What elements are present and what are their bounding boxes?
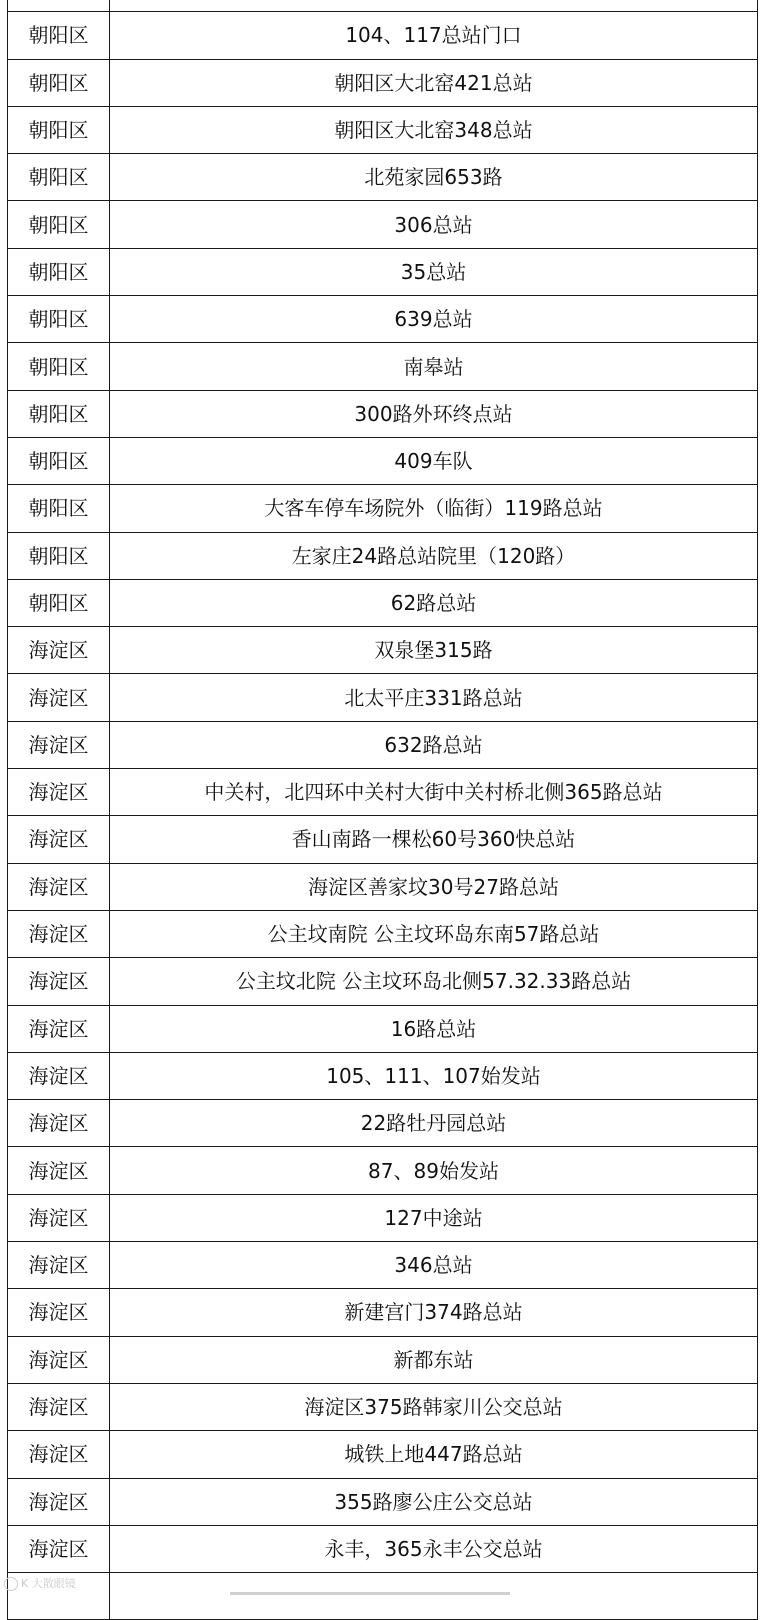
station-cell: 新都东站 — [110, 1336, 758, 1383]
station-cell: 306总站 — [110, 201, 758, 248]
watermark-logo-icon — [4, 1577, 18, 1591]
station-cell: 22路牡丹园总站 — [110, 1100, 758, 1147]
district-cell: 海淀区 — [8, 1383, 110, 1430]
station-cell: 127中途站 — [110, 1194, 758, 1241]
district-cell: 海淀区 — [8, 1147, 110, 1194]
district-cell: 海淀区 — [8, 958, 110, 1005]
table-row — [8, 1383, 758, 1430]
table-row — [8, 674, 758, 721]
district-cell: 海淀区 — [8, 863, 110, 910]
station-cell: 公主坟北院 公主坟环岛北侧57.32.33路总站 — [110, 958, 758, 1005]
district-cell: 海淀区 — [8, 1005, 110, 1052]
station-cell: 左家庄24路总站院里（120路） — [110, 532, 758, 579]
district-cell: 朝阳区 — [8, 485, 110, 532]
district-cell: 朝阳区 — [8, 343, 110, 390]
watermark — [4, 1575, 76, 1591]
table-row — [8, 1242, 758, 1289]
station-cell: 海淀区375路韩家川公交总站 — [110, 1383, 758, 1430]
district-cell: 朝阳区 — [8, 201, 110, 248]
table-row — [8, 579, 758, 626]
district-cell: 海淀区 — [8, 627, 110, 674]
district-cell: 海淀区 — [8, 910, 110, 957]
station-cell: 南皋站 — [110, 343, 758, 390]
station-cell: 新建宫门374路总站 — [110, 1289, 758, 1336]
table-row — [8, 958, 758, 1005]
district-cell: 朝阳区 — [8, 437, 110, 484]
station-cell: 639总站 — [110, 296, 758, 343]
table-row — [8, 863, 758, 910]
station-cell: 105、111、107始发站 — [110, 1052, 758, 1099]
watermark-text: K 大散眼镜 — [21, 1577, 76, 1590]
district-cell: 朝阳区 — [8, 296, 110, 343]
station-cell: 632路总站 — [110, 721, 758, 768]
table-row — [8, 627, 758, 674]
station-cell: 大客车停车场院外（临街）119路总站 — [110, 485, 758, 532]
bottom-edge-bar — [230, 1592, 510, 1595]
table-row — [8, 12, 758, 59]
table-row — [8, 1194, 758, 1241]
table-row — [8, 1478, 758, 1525]
district-cell — [8, 0, 110, 12]
station-cell: 409车队 — [110, 437, 758, 484]
table-row — [8, 721, 758, 768]
table-row — [8, 769, 758, 816]
district-cell: 海淀区 — [8, 1336, 110, 1383]
station-table — [7, 0, 758, 1620]
station-cell — [110, 1573, 758, 1620]
table-row — [8, 816, 758, 863]
district-cell: 朝阳区 — [8, 390, 110, 437]
district-cell: 朝阳区 — [8, 532, 110, 579]
table-row — [8, 248, 758, 295]
district-cell: 海淀区 — [8, 721, 110, 768]
station-cell: 87、89始发站 — [110, 1147, 758, 1194]
table-row — [8, 532, 758, 579]
district-cell: 朝阳区 — [8, 248, 110, 295]
table-row — [8, 201, 758, 248]
station-cell: 346总站 — [110, 1242, 758, 1289]
district-cell: 海淀区 — [8, 1525, 110, 1572]
table-row — [8, 59, 758, 106]
table-row — [8, 1100, 758, 1147]
station-cell: 北太平庄331路总站 — [110, 674, 758, 721]
district-cell: 朝阳区 — [8, 579, 110, 626]
district-cell: 海淀区 — [8, 1431, 110, 1478]
station-cell: 300路外环终点站 — [110, 390, 758, 437]
district-cell: 朝阳区 — [8, 106, 110, 153]
station-cell — [110, 0, 758, 12]
table-row — [8, 1005, 758, 1052]
station-cell: 公主坟南院 公主坟环岛东南57路总站 — [110, 910, 758, 957]
table-row — [8, 910, 758, 957]
station-cell: 朝阳区大北窑421总站 — [110, 59, 758, 106]
table-row — [8, 1289, 758, 1336]
station-cell: 104、117总站门口 — [110, 12, 758, 59]
district-cell: 朝阳区 — [8, 12, 110, 59]
table-row — [8, 0, 758, 12]
table-row — [8, 390, 758, 437]
table-row — [8, 106, 758, 153]
station-cell: 中关村，北四环中关村大街中关村桥北侧365路总站 — [110, 769, 758, 816]
station-cell: 香山南路一棵松60号360快总站 — [110, 816, 758, 863]
table-row — [8, 343, 758, 390]
station-cell: 朝阳区大北窑348总站 — [110, 106, 758, 153]
district-cell: 海淀区 — [8, 1478, 110, 1525]
station-cell: 海淀区善家坟30号27路总站 — [110, 863, 758, 910]
station-cell: 永丰，365永丰公交总站 — [110, 1525, 758, 1572]
district-cell: 朝阳区 — [8, 154, 110, 201]
station-cell: 35总站 — [110, 248, 758, 295]
station-cell: 62路总站 — [110, 579, 758, 626]
table-row — [8, 437, 758, 484]
station-cell: 16路总站 — [110, 1005, 758, 1052]
district-cell: 朝阳区 — [8, 59, 110, 106]
table-row — [8, 485, 758, 532]
district-cell: 海淀区 — [8, 769, 110, 816]
table-row — [8, 1573, 758, 1620]
station-table-body — [8, 0, 758, 1620]
table-row — [8, 1525, 758, 1572]
table-row — [8, 154, 758, 201]
district-cell: 海淀区 — [8, 1194, 110, 1241]
table-row — [8, 1431, 758, 1478]
district-cell: 海淀区 — [8, 1100, 110, 1147]
station-cell: 城铁上地447路总站 — [110, 1431, 758, 1478]
district-cell: 海淀区 — [8, 1289, 110, 1336]
district-cell: 海淀区 — [8, 674, 110, 721]
district-cell: 海淀区 — [8, 816, 110, 863]
table-row — [8, 1052, 758, 1099]
station-cell: 北苑家园653路 — [110, 154, 758, 201]
station-cell: 355路廖公庄公交总站 — [110, 1478, 758, 1525]
table-row — [8, 1147, 758, 1194]
station-cell: 双泉堡315路 — [110, 627, 758, 674]
table-row — [8, 296, 758, 343]
district-cell: 海淀区 — [8, 1242, 110, 1289]
district-cell: 海淀区 — [8, 1052, 110, 1099]
table-row — [8, 1336, 758, 1383]
